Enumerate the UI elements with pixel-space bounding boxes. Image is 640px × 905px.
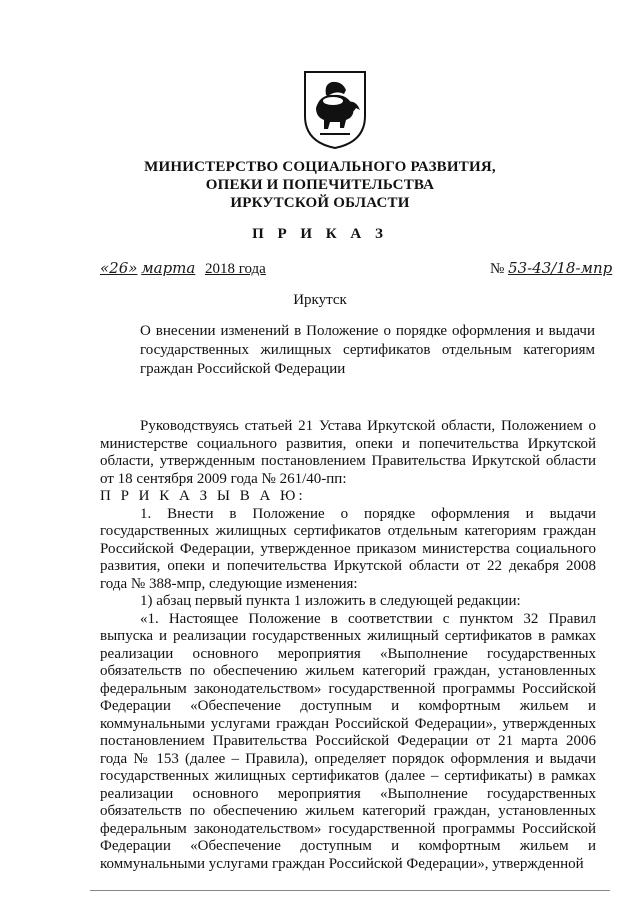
coat-of-arms-emblem	[302, 68, 368, 150]
number-value: 53-43/18-мпр	[508, 259, 613, 277]
subitem-1-paragraph: 1) абзац первый пункта 1 изложить в следующей редакции:	[140, 593, 521, 609]
document-body	[100, 418, 596, 873]
document-type-title: П Р И К А З	[252, 226, 388, 242]
city-name: Иркутск	[293, 292, 347, 308]
date-year: 2018 года	[204, 261, 266, 277]
quoted-text-paragraph: «1. Настоящее Положение в соответствии с пунктом 32 Правил выпуска и реализации государственных жилищный сертификатов в рамках реализации основного мероприятия «Выполнение государственных обязательств по обеспечению жильем категорий граждан, установленных федеральным законодательством» государственной программы Российской Федерации «Обеспечение доступным и комфортным жильем и коммунальными услугами граждан Российской Федерации», утвержденных постановлением Правительства Российской Федерации от 21 марта 2006 года № 153 (далее – Правила), определяет порядок оформления и выдачи государственных жилищных сертификатов (далее – сертификаты) в рамках реализации основного мероприятия «Выполнение государственных обязательств по обеспечению жильем категорий граждан, установленных федеральным законодательством» государственной программы Российской Федерации «Обеспечение доступным и комфортным жильем и коммунальными услугами граждан Российской Федерации», утвержденной	[100, 610, 596, 872]
ministry-line-3: ИРКУТСКОЙ ОБЛАСТИ	[230, 195, 410, 211]
ministry-line-1: МИНИСТЕРСТВО СОЦИАЛЬНОГО РАЗВИТИЯ,	[144, 159, 496, 175]
preamble-paragraph: Руководствуясь статьей 21 Устава Иркутской области, Положением о министерстве социального развития, опеки и попечительства Иркутской области, утвержденным постановлением Правительства Иркутской области от 18 сентября 2009 года № 261/40-пп:	[100, 418, 596, 487]
page-bottom-rule	[90, 890, 610, 891]
order-number	[490, 259, 612, 278]
irkutsk-coat-of-arms-icon	[302, 68, 368, 150]
date-month: марта	[141, 259, 196, 277]
order-date	[100, 259, 266, 278]
item-1-paragraph: 1. Внести в Положение о порядке оформления и выдачи государственных жилищных сертификатов отдельным категориям граждан Российской Федерации, утвержденное приказом министерства социального развития, опеки и попечительства Иркутской области от 22 декабря 2008 года № 388-мпр, следующие изменения:	[100, 505, 596, 592]
number-prefix: №	[490, 261, 505, 277]
order-subject: О внесении изменений в Положение о порядке оформления и выдачи государственных жилищных сертификатов отдельным категориям граждан Российской Федерации	[140, 323, 595, 377]
ministry-line-2: ОПЕКИ И ПОПЕЧИТЕЛЬСТВА	[205, 177, 435, 193]
ministry-heading	[0, 158, 640, 212]
order-word: П Р И К А З Ы В А Ю:	[100, 488, 306, 504]
date-day: «26»	[100, 259, 138, 277]
